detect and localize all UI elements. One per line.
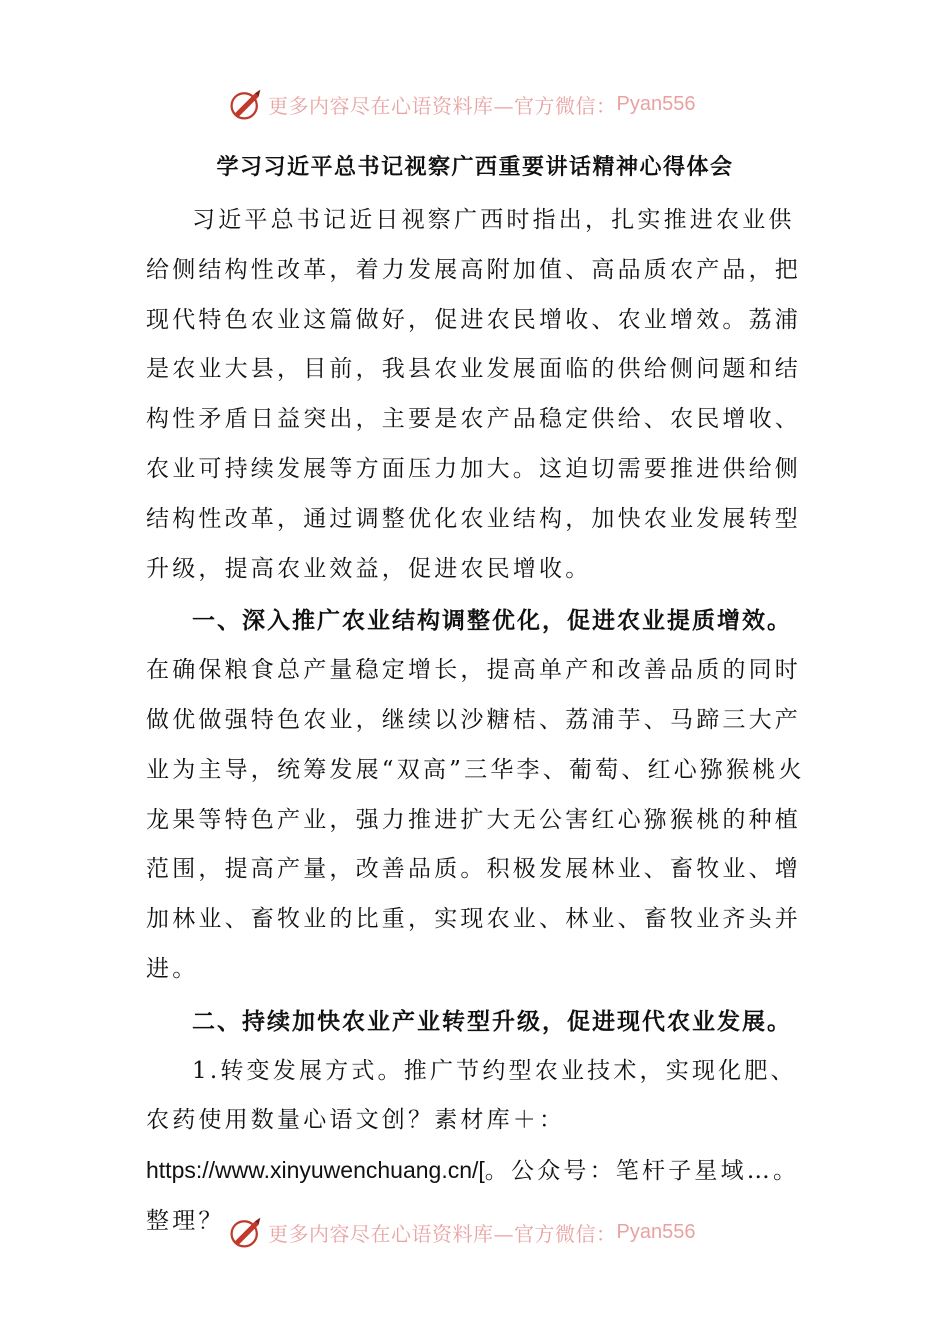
document-title: 学习习近平总书记视察广西重要讲话精神心得体会: [216, 154, 734, 180]
banner-text: 更多内容尽在心语资料库—官方微信：: [268, 1221, 617, 1246]
section-heading-1: 一、深入推广农业结构调整优化，促进农业提质增效。: [192, 607, 792, 635]
section-1-paragraph: 在确保粮食总产量稳定增长，提高单产和改善品质的同时做优做强特色农业，继续以沙糖桔、荔浦芋、马蹄三大产业为主导，统筹发展“双高”三华李、葡萄、红心猕猴桃火龙果等特色产业，强力推进扩大无公害红心猕猴桃的种植范围，提高产量，改善品质。积极发展林业、畜牧业、增加林业、畜牧业的比重，实现农业、林业、畜牧业齐头并进。: [146, 657, 805, 982]
banner-wechat-id: Pyan556: [616, 92, 696, 115]
paragraph-text-end: 。公众号：笔杆子星域…。整理？: [146, 1158, 800, 1234]
footer-watermark-banner: [228, 1212, 748, 1252]
header-watermark-banner: [228, 84, 748, 124]
banner-text: 更多内容尽在心语资料库—官方微信：: [268, 93, 617, 118]
banner-wechat-id: Pyan556: [616, 1220, 696, 1243]
pen-logo-icon: [228, 1214, 264, 1250]
paragraph-text-start: 1.转变发展方式。推广节约型农业技术，实现化肥、农药使用数量心语文创？素材库＋：: [146, 1057, 797, 1134]
source-url: https://www.xinyuwenchuang.cn/[: [146, 1157, 485, 1184]
pen-logo-icon: [228, 86, 264, 122]
section-heading-2: 二、持续加快农业产业转型升级，促进现代农业发展。: [192, 1007, 792, 1035]
intro-paragraph: 习近平总书记近日视察广西时指出，扎实推进农业供给侧结构性改革，着力发展高附加值、高品质农产品，把现代特色农业这篇做好，促进农民增收、农业增效。荔浦是农业大县，目前，我县农业发展面临的供给侧问题和结构性矛盾日益突出，主要是农产品稳定供给、农民增收、农业可持续发展等方面压力加大。这迫切需要推进供给侧结构性改革，通过调整优化农业结构，加快农业发展转型升级，提高农业效益，促进农民增收。: [146, 207, 801, 582]
document-body: [146, 196, 806, 1247]
